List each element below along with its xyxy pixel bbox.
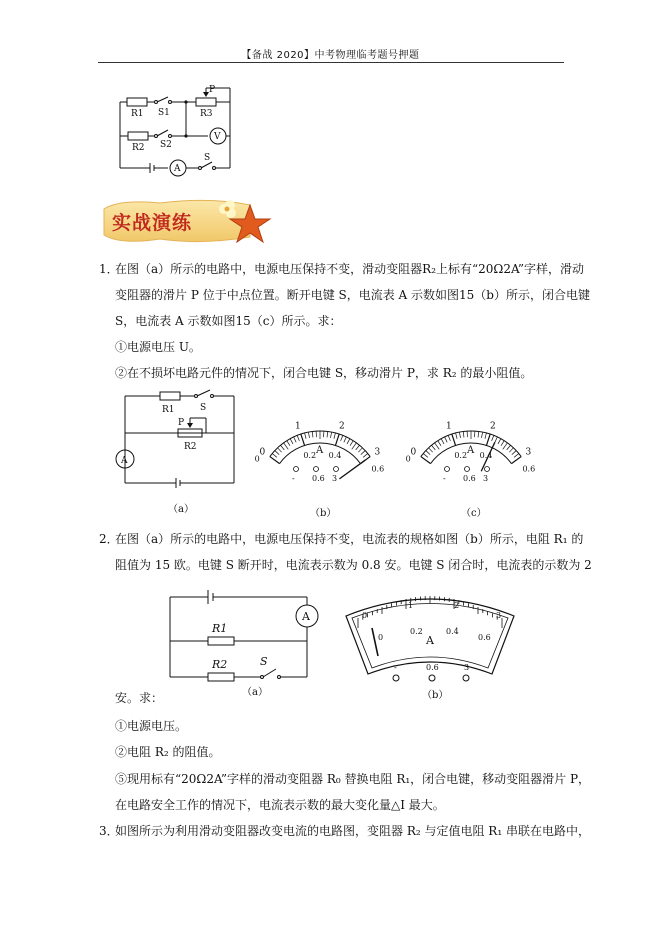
question-2-number: 2． [99, 532, 119, 546]
meter-tick [485, 433, 486, 439]
meter-bottom-label: 0.2 [454, 451, 468, 461]
meter-bottom-label: 0.4 [479, 451, 493, 461]
meter-tick [481, 432, 482, 438]
meter-top-label: 2 [338, 421, 345, 432]
meter-bottom-label: 0.2 [303, 451, 317, 461]
q2b-caption: （b） [422, 690, 449, 700]
q2a-label-s: S [260, 655, 268, 668]
question-1-line: S，电流表 A 示数如图15（c）所示。求： [115, 314, 342, 328]
meter-tick [511, 457, 521, 464]
q2b-bottom-0: 0 [378, 633, 384, 642]
q2a-label-r1: R1 [212, 622, 228, 635]
meter-top-label: 1 [295, 421, 301, 432]
meter-tick [352, 443, 357, 449]
question-1-number: 1． [99, 262, 119, 276]
banner-text: 实战演练 [112, 212, 193, 234]
label-s1: S1 [158, 108, 170, 118]
q2b-terminal-3: 3 [464, 663, 470, 672]
meter-tick [456, 433, 457, 439]
q1-meter-b [255, 398, 385, 520]
meter-tick [438, 441, 441, 446]
meter-bottom-label: 0.4 [328, 451, 342, 461]
question-2-line: ②电阻 R₂ 的阻值。 [115, 745, 221, 759]
meter-terminal [485, 467, 490, 472]
question-2-line: 在电路安全工作的情况下，电流表示数的最大变化量△I 最大。 [115, 798, 445, 812]
meter-tick [341, 435, 343, 441]
label-v: V [214, 132, 221, 142]
meter-tick [492, 435, 494, 441]
meter-tick [334, 433, 335, 439]
question-3-line: 如图所示为利用滑动变阻器改变电流的电路图，变阻器 R₂ 与定值电阻 R₁ 串联在电路中， [115, 824, 590, 838]
meter-top-label: 0 [410, 447, 417, 458]
meter-terminal [465, 467, 470, 472]
label-a: A [174, 164, 181, 174]
meter-tick [294, 437, 297, 442]
meter-terminal-label: 3 [332, 474, 338, 483]
q2b-bottom-2: 0.4 [446, 627, 459, 636]
meter-tick [429, 448, 433, 452]
meter-tick [426, 451, 430, 455]
q2-meter-b [342, 588, 522, 700]
meter-terminal-label: 3 [483, 474, 489, 483]
question-3-number: 3． [99, 824, 119, 838]
meter-tick [498, 439, 501, 444]
meter-top-label: 1 [446, 421, 452, 432]
meter-tick [280, 445, 284, 450]
meter-tick [270, 457, 280, 464]
q1a-label-r2: R2 [184, 442, 197, 452]
meter-tick [350, 441, 353, 446]
meter-tick [441, 439, 444, 444]
question-2-line: 阻值为 15 欧。电键 S 断开时，电流表示数为 0.8 安。电键 S 闭合时，电流表的示数为 2 [115, 558, 592, 572]
meter-tick [347, 439, 350, 444]
label-r3: R3 [200, 109, 213, 119]
meter-tick [448, 435, 450, 441]
question-1-line: 变阻器的滑片 P 位于中点位置。断开电键 S，电流表 A 示数如图15（b）所示，闭合电键 [115, 288, 590, 302]
header-rule [98, 62, 564, 63]
meter-tick [514, 453, 519, 457]
meter-caption: （c） [461, 508, 487, 519]
r2-resistor [128, 132, 148, 140]
label-s: S [204, 153, 211, 163]
question-1-line: 在图（a）所示的电路中，电源电压保持不变，滑动变阻器R₂上标有“20Ω2A”字样，滑动 [115, 262, 585, 276]
label-r1: R1 [131, 109, 144, 119]
q1a-label-r1: R1 [162, 405, 175, 415]
label-p: P [209, 85, 216, 95]
question-2-line: 在图（a）所示的电路中，电源电压保持不变，电流表的规格如图（b）所示，电阻 R₁ 的 [115, 532, 584, 546]
r1-resistor [127, 98, 147, 106]
meter-tick [287, 441, 290, 446]
meter-tick [512, 451, 516, 455]
q1a-label-s: S [200, 403, 207, 413]
meter-tick [459, 432, 460, 438]
meter-bottom-label: 0 [255, 454, 260, 464]
q1a-label-a: A [121, 456, 128, 466]
q2b-bottom-1: 0.2 [410, 627, 423, 636]
label-s2: S2 [160, 140, 172, 150]
meter-top-label: 3 [525, 447, 532, 458]
meter-tick [284, 443, 289, 449]
meter-tick [503, 443, 508, 449]
q1-meter-c [406, 398, 536, 520]
q2b-terminal-neg: - [394, 663, 397, 672]
meter-tick [358, 448, 362, 452]
meter-terminal-label: - [443, 474, 446, 483]
meter-tick [463, 431, 464, 437]
q2a-label-a: A [302, 610, 310, 623]
q2b-top-2: 2 [454, 601, 460, 610]
question-2-line: 安。求： [115, 691, 164, 705]
meter-tick [495, 437, 498, 442]
meter-tick [501, 441, 504, 446]
meter-tick [312, 431, 313, 437]
meter-tick [305, 433, 306, 439]
meter-bottom-label: 0.6 [371, 464, 385, 474]
meter-tick [445, 437, 448, 442]
meter-terminal-label: 0.6 [312, 474, 325, 483]
meter-unit: A [467, 445, 475, 456]
meter-tick [330, 432, 331, 438]
q2b-bottom-3: 0.6 [478, 633, 491, 642]
meter-caption: （b） [310, 508, 337, 519]
meter-tick [275, 451, 279, 455]
meter-tick [327, 431, 328, 437]
meter-tick [507, 445, 511, 450]
meter-tick [344, 437, 347, 442]
question-2-line: ①电源电压。 [115, 719, 188, 733]
q2b-top-1: 1 [408, 601, 414, 610]
question-1-line: ②在不损坏电路元件的情况下，闭合电键 S，移动滑片 P，求 R₂ 的最小阻值。 [115, 366, 533, 380]
meter-tick [335, 434, 339, 445]
question-1-line: ①电源电压 U。 [115, 340, 201, 354]
meter-tick [435, 443, 440, 449]
meter-terminal [314, 467, 319, 472]
meter-unit: A [316, 445, 324, 456]
q2b-unit: A [426, 634, 434, 647]
meter-tick [478, 431, 479, 437]
q2a-caption: （a） [242, 687, 268, 697]
meter-tick [421, 457, 431, 464]
meter-tick [452, 434, 456, 445]
meter-tick [272, 453, 277, 457]
meter-tick [278, 448, 282, 452]
meter-terminal [334, 467, 339, 472]
meter-terminal [445, 467, 450, 472]
q2b-top-3: 3 [496, 611, 502, 620]
meter-tick [361, 451, 365, 455]
r3-rheostat [196, 98, 216, 106]
meter-terminal-label: 0.6 [463, 474, 476, 483]
meter-top-label: 2 [489, 421, 496, 432]
meter-tick [509, 448, 513, 452]
meter-tick [431, 445, 435, 450]
q1a-label-p: P [178, 418, 185, 428]
meter-tick [486, 434, 490, 445]
meter-top-label: 0 [259, 447, 266, 458]
meter-tick [290, 439, 293, 444]
q2-figure-a-circuit [162, 585, 327, 697]
label-r2: R2 [132, 143, 145, 153]
meter-terminal [294, 467, 299, 472]
q2b-top-0: 0 [362, 611, 368, 620]
meter-needle [339, 460, 365, 479]
q1-figure-a-circuit [112, 388, 242, 520]
meter-tick [356, 445, 360, 450]
meter-bottom-label: 0 [406, 454, 411, 464]
meter-bottom-label: 0.6 [522, 464, 536, 474]
meter-top-label: 3 [374, 447, 381, 458]
meter-tick [308, 432, 309, 438]
practice-banner [100, 195, 280, 250]
q2b-terminal-06: 0.6 [426, 663, 439, 672]
meter-terminal-label: - [292, 474, 295, 483]
page-header: 【备战 2020】中考物理临考题号押题 [241, 50, 420, 61]
meter-tick [297, 435, 299, 441]
q1a-caption: （a） [168, 504, 194, 515]
top-circuit-diagram [110, 80, 245, 180]
meter-tick [423, 453, 428, 457]
q2a-label-r2: R2 [212, 658, 228, 671]
meter-tick [363, 453, 368, 457]
meter-tick [301, 434, 305, 445]
question-2-line: ⑤现用标有“20Ω2A”字样的滑动变阻器 R₀ 替换电阻 R₁，闭合电键，移动变阻器滑片 P， [115, 772, 591, 786]
